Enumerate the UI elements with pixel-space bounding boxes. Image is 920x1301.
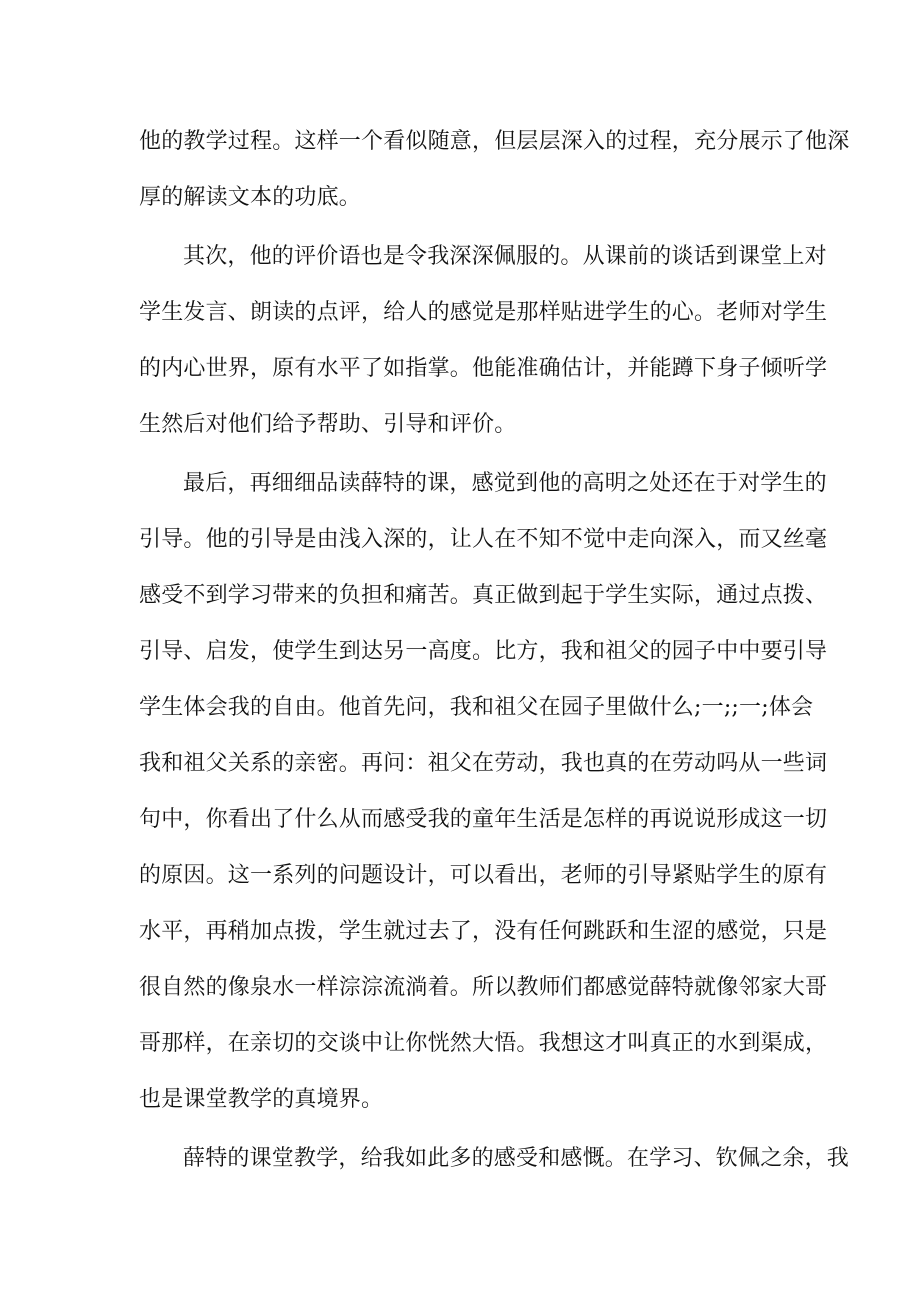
text-line: 的原因。这一系列的问题设计，可以看出，老师的引导紧贴学生的原有 [139,863,828,888]
text-line: 厚的解读文本的功底。 [139,185,362,210]
text-line: 的内心世界，原有水平了如指掌。他能准确估计，并能蹲下身子倾听学 [139,356,828,381]
paragraph-first-line: 最后，再细细品读薛特的课，感觉到他的高明之处还在于对学生的 [183,471,827,496]
text-line: 他的教学过程。这样一个看似随意，但层层深入的过程，充分展示了他深 [139,129,850,154]
text-line: 感受不到学习带来的负担和痛苦。真正做到起于学生实际，通过点拨、 [139,583,828,608]
text-line: 引导、启发，使学生到达另一高度。比方，我和祖父的园子中中要引导 [139,639,828,664]
text-line: 生然后对他们给予帮助、引导和评价。 [139,412,517,437]
text-line: 我和祖父关系的亲密。再问：祖父在劳动，我也真的在劳动吗从一些词 [139,751,828,776]
text-line: 也是课堂教学的真境界。 [139,1087,384,1112]
paragraph-first-line: 其次，他的评价语也是令我深深佩服的。从课前的谈话到课堂上对 [183,244,827,269]
text-line: 水平，再稍加点拨，学生就过去了，没有任何跳跃和生涩的感觉，只是 [139,919,828,944]
paragraph-first-line: 薛特的课堂教学，给我如此多的感受和感慨。在学习、钦佩之余，我 [183,1146,850,1171]
text-line: 学生体会我的自由。他首先问，我和祖父在园子里做什么;一;;一;体会 [139,695,814,720]
text-line: 学生发言、朗读的点评，给人的感觉是那样贴进学生的心。老师对学生 [139,300,828,325]
text-line: 很自然的像泉水一样淙淙流淌着。所以教师们都感觉薛特就像邻家大哥 [139,975,828,1000]
text-line: 引导。他的引导是由浅入深的，让人在不知不觉中走向深入，而又丝毫 [139,527,828,552]
text-line: 哥那样，在亲切的交谈中让你恍然大悟。我想这才叫真正的水到渠成， [139,1031,828,1056]
text-line: 句中，你看出了什么从而感受我的童年生活是怎样的再说说形成这一切 [139,807,828,832]
